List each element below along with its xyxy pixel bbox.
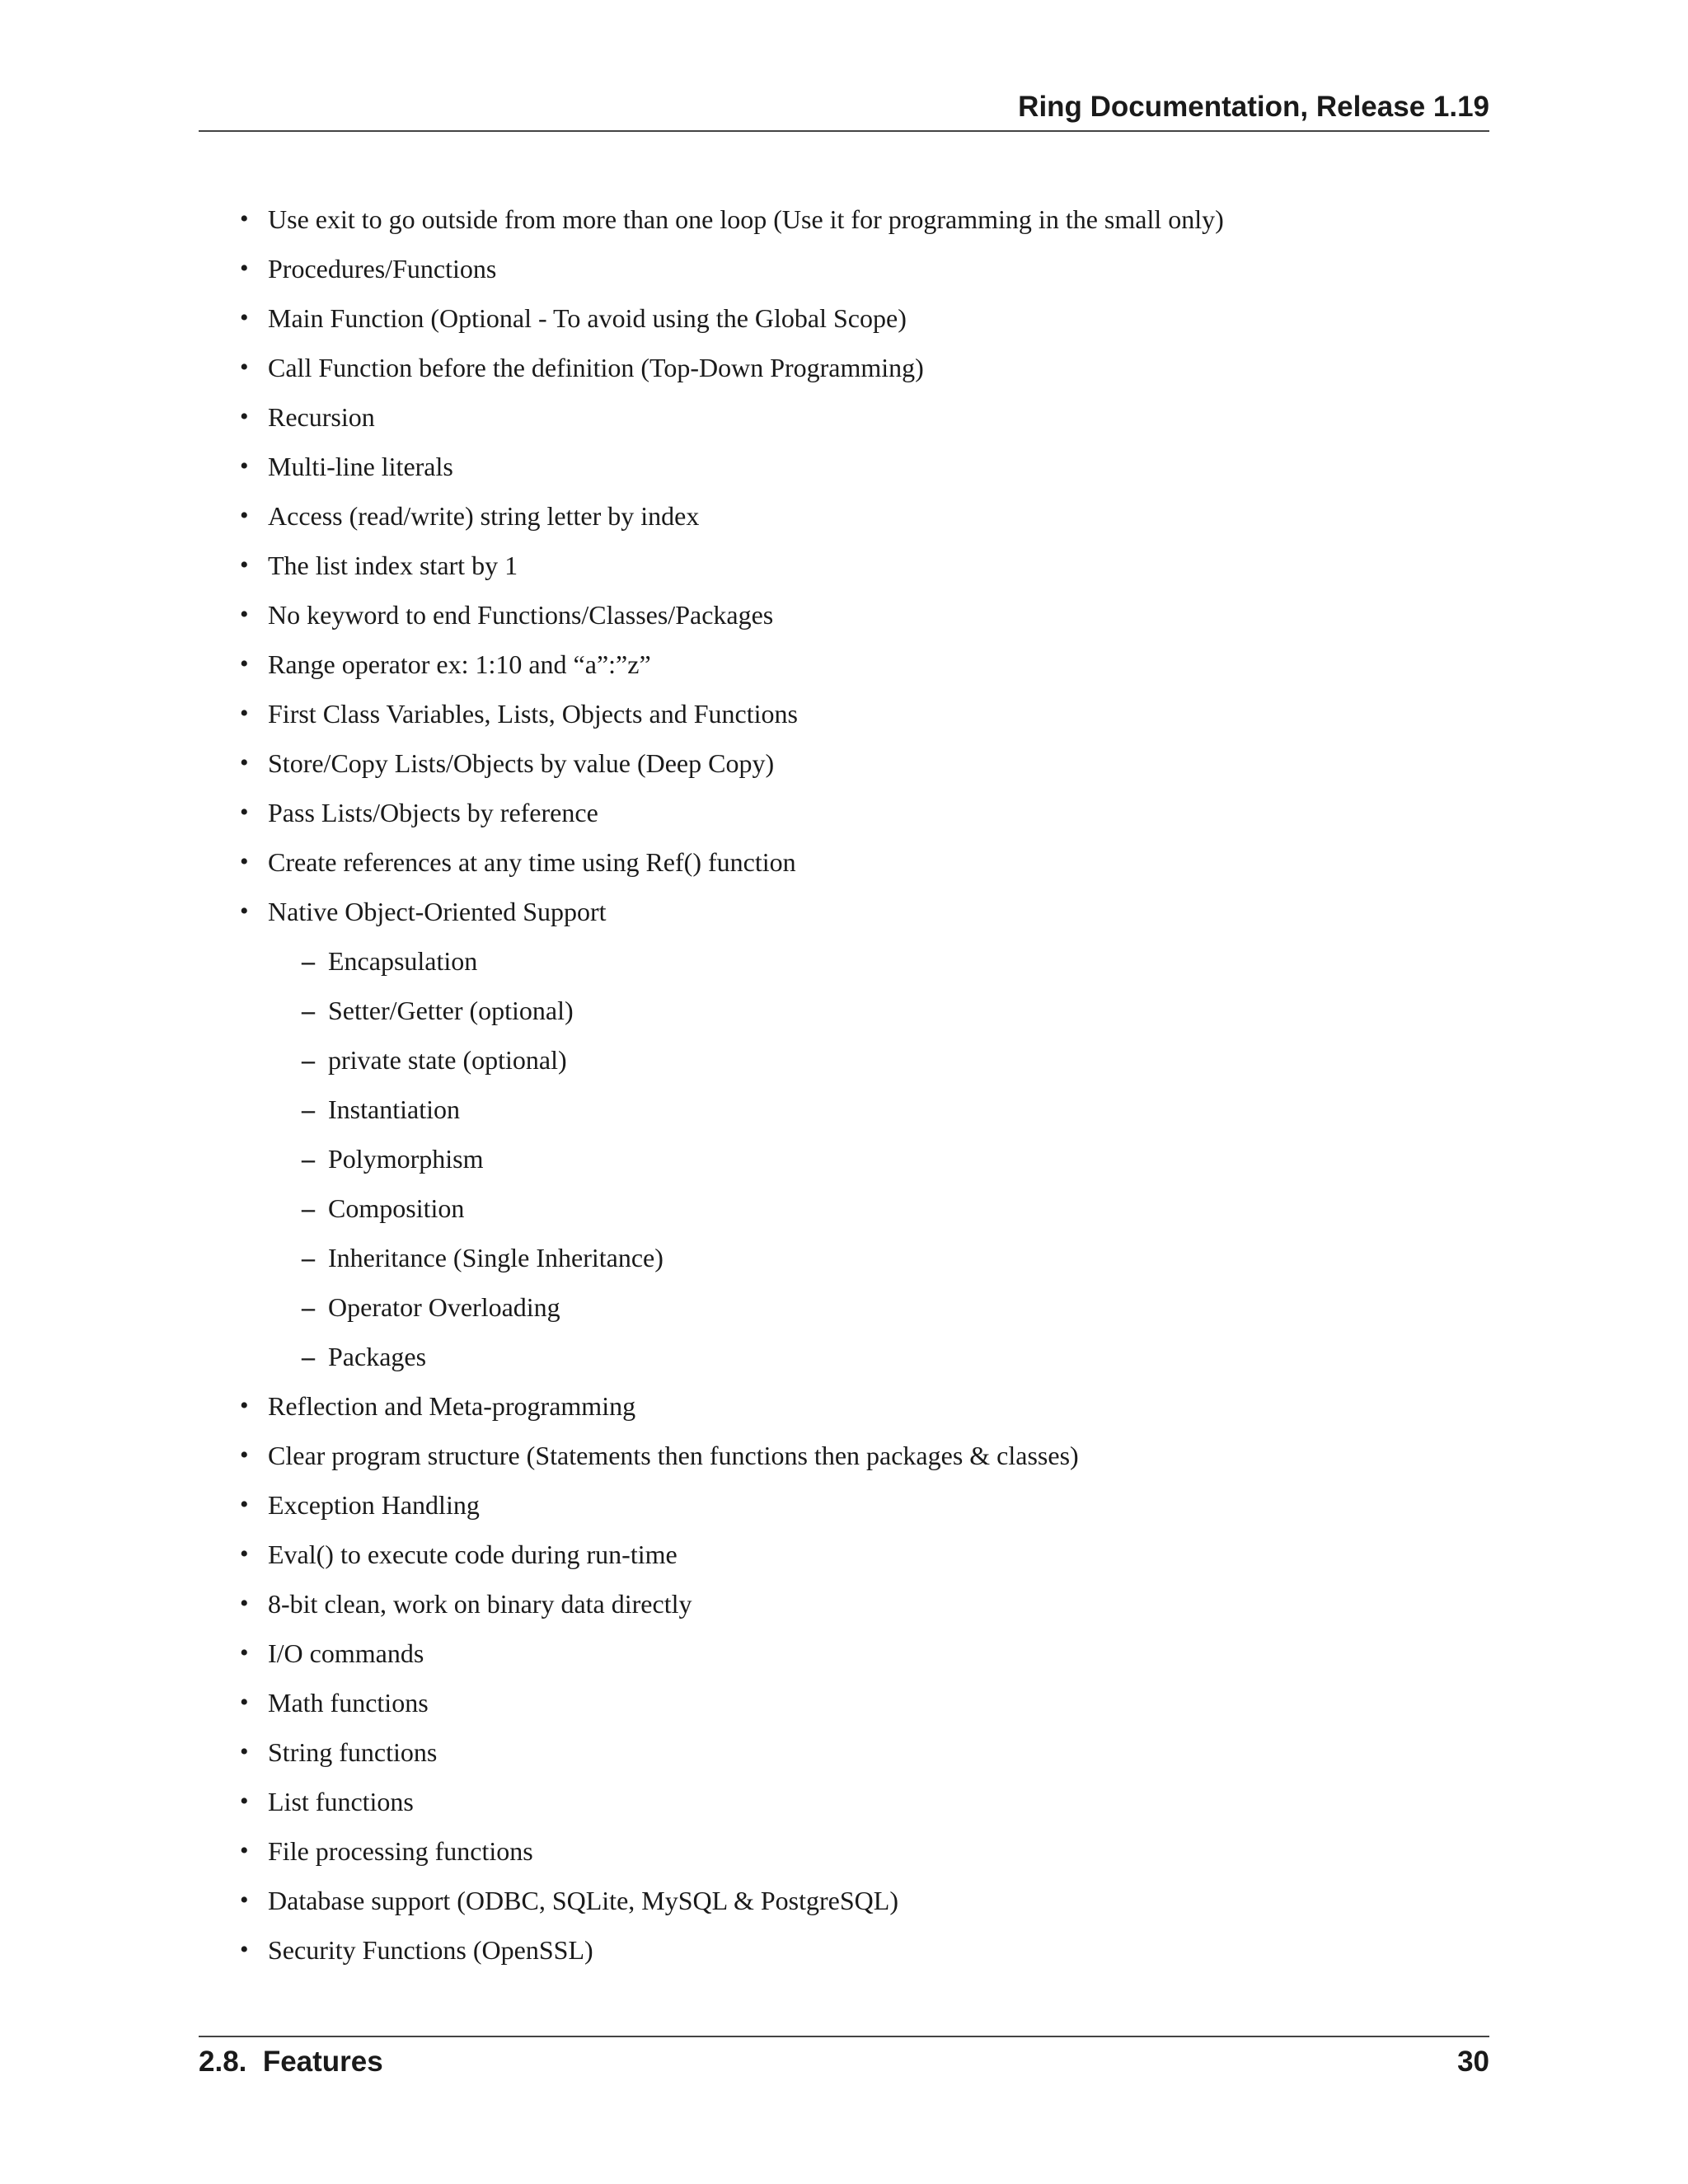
- sublist-item: [268, 1085, 1489, 1134]
- sublist-item: [268, 936, 1489, 986]
- list-item-text: Reflection and Meta-programming: [268, 1391, 636, 1421]
- section-title: 2.8. Features: [199, 2046, 383, 2078]
- list-item-text: I/O commands: [268, 1638, 424, 1668]
- list-item-text: String functions: [268, 1737, 438, 1767]
- list-item-text: Native Object-Oriented Support: [268, 897, 607, 926]
- list-item-text: Eval() to execute code during run-time: [268, 1540, 678, 1569]
- bullet-icon: •: [240, 898, 249, 925]
- list-item-text: Recursion: [268, 402, 375, 432]
- list-item: [199, 1530, 1489, 1579]
- bullet-icon: •: [240, 1639, 249, 1666]
- sublist-item-text: Encapsulation: [328, 946, 478, 976]
- list-item: [199, 541, 1489, 590]
- list-item: [199, 1678, 1489, 1727]
- list-item: [199, 491, 1489, 541]
- list-item: [199, 442, 1489, 491]
- list-item-text: No keyword to end Functions/Classes/Packages: [268, 600, 774, 630]
- list-item: [199, 837, 1489, 887]
- features-list-container: [199, 194, 1489, 1975]
- sublist-item: [268, 1134, 1489, 1183]
- features-list: [199, 194, 1489, 1975]
- list-item: [199, 1381, 1489, 1431]
- bullet-icon: •: [240, 749, 249, 776]
- page-footer: [199, 2036, 1489, 2078]
- document-title: Ring Documentation, Release 1.19: [1018, 91, 1489, 123]
- bullet-icon: •: [240, 1936, 249, 1963]
- dash-icon: –: [302, 1094, 315, 1124]
- list-item: [199, 1480, 1489, 1530]
- list-item-text: Exception Handling: [268, 1490, 480, 1520]
- bullet-icon: •: [240, 848, 249, 875]
- list-item: [199, 343, 1489, 392]
- bullet-icon: •: [240, 700, 249, 727]
- page-number: 30: [1457, 2046, 1489, 2078]
- dash-icon: –: [302, 1243, 315, 1272]
- bullet-icon: •: [240, 601, 249, 628]
- list-item-text: The list index start by 1: [268, 551, 518, 580]
- sublist-item: [268, 1282, 1489, 1332]
- list-item: [199, 244, 1489, 293]
- bullet-icon: •: [240, 1392, 249, 1419]
- sublist-item-text: Setter/Getter (optional): [328, 996, 574, 1025]
- bullet-icon: •: [240, 799, 249, 826]
- bullet-icon: •: [240, 1540, 249, 1568]
- dash-icon: –: [302, 1292, 315, 1322]
- bullet-icon: •: [240, 452, 249, 480]
- list-item: [199, 1777, 1489, 1826]
- bullet-icon: •: [240, 205, 249, 232]
- bullet-icon: •: [240, 551, 249, 579]
- list-item-text: Pass Lists/Objects by reference: [268, 798, 598, 827]
- bullet-icon: •: [240, 1788, 249, 1815]
- list-item-text: Security Functions (OpenSSL): [268, 1935, 593, 1965]
- sublist-item: [268, 986, 1489, 1035]
- list-item: [199, 1727, 1489, 1777]
- list-item-text: Procedures/Functions: [268, 254, 497, 284]
- bullet-icon: •: [240, 304, 249, 331]
- list-item-text: Create references at any time using Ref() function: [268, 847, 796, 877]
- sublist-item: [268, 1035, 1489, 1085]
- list-item-text: Main Function (Optional - To avoid using the Global Scope): [268, 303, 907, 333]
- sublist-item: [268, 1332, 1489, 1381]
- list-item: [199, 590, 1489, 640]
- list-item-text: Use exit to go outside from more than one loop (Use it for programming in the small only): [268, 204, 1224, 234]
- bullet-icon: •: [240, 255, 249, 282]
- list-item-text: Access (read/write) string letter by index: [268, 501, 700, 531]
- list-item-text: Call Function before the definition (Top-Down Programming): [268, 353, 924, 382]
- list-item-text: Range operator ex: 1:10 and “a”:”z”: [268, 649, 651, 679]
- sublist-item-text: Polymorphism: [328, 1144, 484, 1174]
- sublist-item-text: Instantiation: [328, 1094, 460, 1124]
- sublist-item-text: private state (optional): [328, 1045, 567, 1075]
- bullet-icon: •: [240, 502, 249, 529]
- list-item-text: Clear program structure (Statements then functions then packages & classes): [268, 1441, 1079, 1470]
- list-item-text: Database support (ODBC, SQLite, MySQL & PostgreSQL): [268, 1886, 898, 1915]
- list-item: [199, 392, 1489, 442]
- bullet-icon: •: [240, 1441, 249, 1469]
- list-item-oop: [199, 887, 1489, 1381]
- list-item: [199, 1876, 1489, 1925]
- sublist-item-text: Operator Overloading: [328, 1292, 560, 1322]
- list-item: [199, 1629, 1489, 1678]
- bullet-icon: •: [240, 1837, 249, 1864]
- dash-icon: –: [302, 1193, 315, 1223]
- oop-sublist: [268, 936, 1489, 1381]
- bullet-icon: •: [240, 1738, 249, 1765]
- list-item: [199, 293, 1489, 343]
- bullet-icon: •: [240, 354, 249, 381]
- sublist-item: [268, 1233, 1489, 1282]
- list-item: [199, 640, 1489, 689]
- sublist-item-text: Packages: [328, 1342, 427, 1371]
- bullet-icon: •: [240, 1491, 249, 1518]
- list-item: [199, 788, 1489, 837]
- list-item: [199, 689, 1489, 738]
- list-item-text: 8-bit clean, work on binary data directly: [268, 1589, 692, 1619]
- list-item-text: Store/Copy Lists/Objects by value (Deep Copy): [268, 748, 775, 778]
- dash-icon: –: [302, 946, 315, 976]
- page-header: [199, 91, 1489, 132]
- bullet-icon: •: [240, 403, 249, 430]
- list-item: [199, 1925, 1489, 1975]
- bullet-icon: •: [240, 1886, 249, 1914]
- list-item: [199, 738, 1489, 788]
- list-item: [199, 1431, 1489, 1480]
- dash-icon: –: [302, 1144, 315, 1174]
- bullet-icon: •: [240, 1590, 249, 1617]
- list-item-text: List functions: [268, 1787, 414, 1816]
- sublist-item-text: Inheritance (Single Inheritance): [328, 1243, 663, 1272]
- list-item: [199, 1826, 1489, 1876]
- list-item: [199, 194, 1489, 244]
- dash-icon: –: [302, 1342, 315, 1371]
- list-item-text: First Class Variables, Lists, Objects and Functions: [268, 699, 798, 729]
- sublist-item: [268, 1183, 1489, 1233]
- list-item-text: Multi-line literals: [268, 452, 453, 481]
- dash-icon: –: [302, 1045, 315, 1075]
- bullet-icon: •: [240, 650, 249, 677]
- list-item-text: Math functions: [268, 1688, 429, 1718]
- bullet-icon: •: [240, 1689, 249, 1716]
- sublist-item-text: Composition: [328, 1193, 465, 1223]
- list-item-text: File processing functions: [268, 1836, 533, 1866]
- list-item: [199, 1579, 1489, 1629]
- dash-icon: –: [302, 996, 315, 1025]
